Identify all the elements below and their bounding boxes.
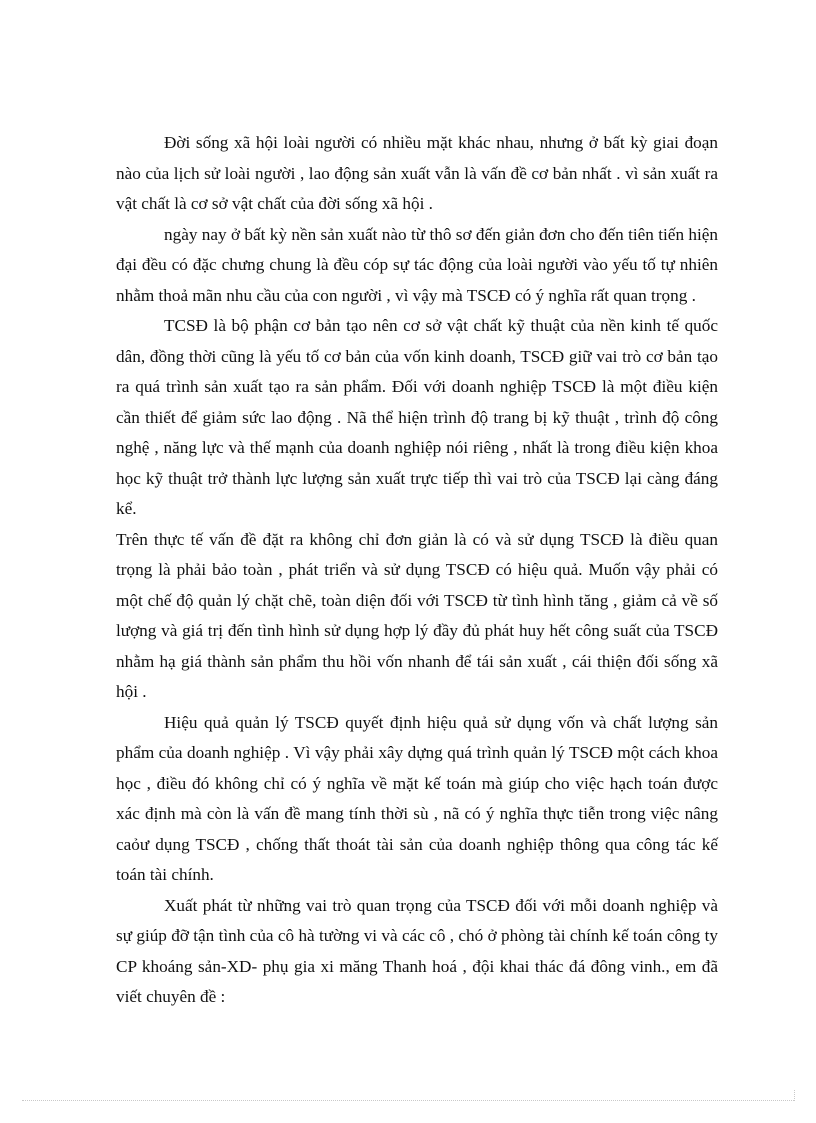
page-footer-border (22, 1100, 794, 1101)
paragraph-4: Trên thực tế vấn đề đặt ra không chỉ đơn giản là có và sử dụng TSCĐ là điều quan trọng là phải bảo toàn , phát triển và sử dụng TSCĐ có hiệu quả. Muốn vậy phải có một chế độ quản lý chặt chẽ, toàn diện đối với TSCĐ từ tình hình tăng , giảm cả về số lượng và giá trị đến tình hình sử dụng hợp lý đầy đủ phát huy hết công suất của TSCĐ nhằm hạ giá thành sản phẩm thu hồi vốn nhanh để tái sản xuất , cái thiện đối sống xã hội . (116, 529, 718, 701)
document-body (116, 128, 718, 1013)
paragraph-6: Xuất phát từ những vai trò quan trọng của TSCĐ đối với mỗi doanh nghiệp và sự giúp đỡ tận tình của cô hà tường vi và các cô , chó ở phòng tài chính kế toán công ty CP khoáng sản-XD- phụ gia xi măng Thanh hoá , đội khai thác đá đông vinh., em đã viết chuyên đề : (116, 895, 718, 1006)
paragraph-5: Hiệu quả quản lý TSCĐ quyết định hiệu quả sử dụng vốn và chất lượng sản phẩm của doanh nghiệp . Vì vậy phải xây dựng quá trình quản lý TSCĐ một cách khoa học , điều đó không chỉ có ý nghĩa về mặt kế toán mà giúp cho việc hạch toán được xác định mà còn là vấn đề mang tính thời sù , nã có ý nghĩa thực tiễn trong việc nâng caỏư dụng TSCĐ , chống thất thoát tài sản của doanh nghiệp thông qua công tác kế toán tài chính. (116, 712, 718, 884)
paragraph-1: Đời sống xã hội loài người có nhiều mặt khác nhau, nhưng ở bất kỳ giai đoạn nào của lịch sử loài người , lao động sản xuất vẫn là vấn đề cơ bản nhất . vì sản xuất ra vật chất là cơ sở vật chất của đời sống xã hội . (116, 133, 718, 213)
page-corner-border (794, 1090, 795, 1101)
paragraph-2: ngày nay ở bất kỳ nền sản xuất nào từ thô sơ đến giản đơn cho đến tiên tiến hiện đại đều có đặc chưng chung là đều cóp sự tác động của loài người vào yếu tố tự nhiên nhằm thoả mãn nhu cầu của con người , vì vậy mà TSCĐ có ý nghĩa rất quan trọng . (116, 224, 718, 305)
paragraph-3: TCSĐ là bộ phận cơ bản tạo nên cơ sở vật chất kỹ thuật của nền kinh tế quốc dân, đồng thời cũng là yếu tố cơ bản của vốn kinh doanh, TSCĐ giữ vai trò cơ bản tạo ra quá trình sản xuất tạo ra sản phẩm. Đối với doanh nghiệp TSCĐ là một điều kiện cần thiết để giảm sức lao động . Nã thể hiện trình độ trang bị kỹ thuật , trình độ công nghệ , năng lực và thế mạnh của doanh nghiệp nói riêng , nhất là trong điều kiện khoa học kỹ thuật trở thành lực lượng sản xuất trực tiếp thì vai trò của TSCĐ lại càng đáng kể. (116, 316, 718, 518)
